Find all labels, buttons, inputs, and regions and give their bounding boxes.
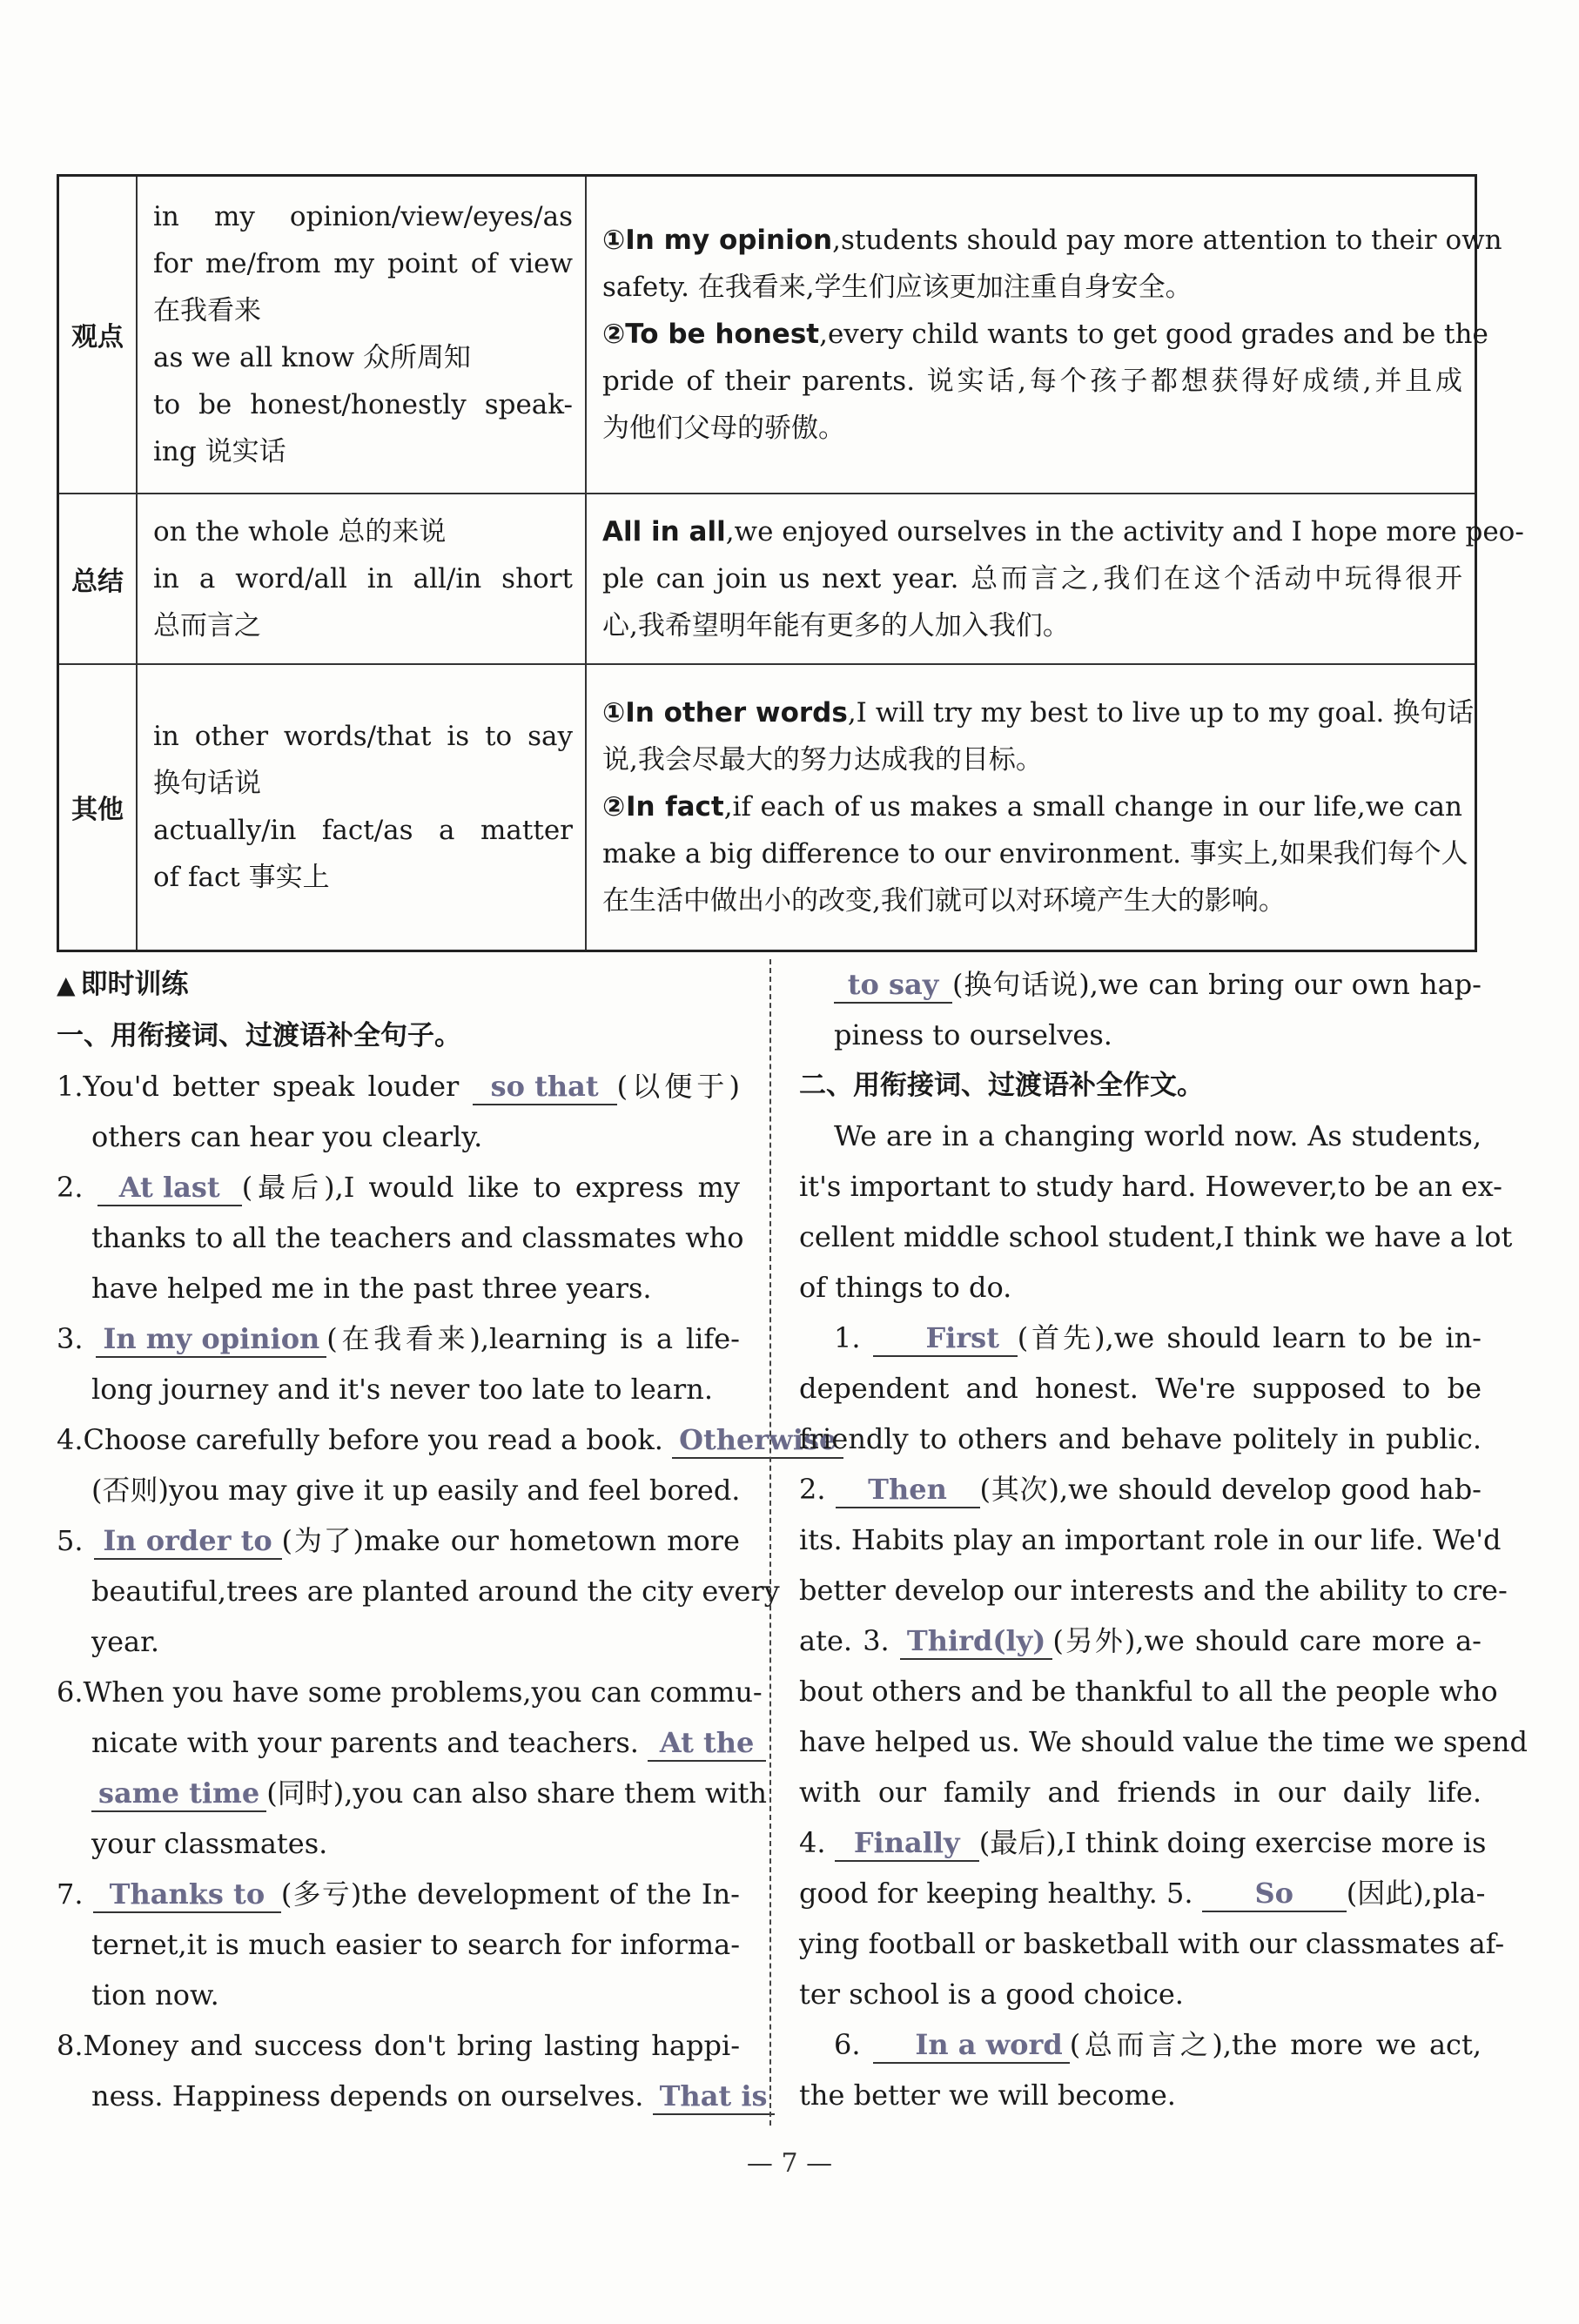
question-3: 3. In my opinion (在我看来),learning is a life- [57,1313,740,1364]
phrase-line: 总而言之 [153,609,261,641]
example-line: ②To be honest,every child wants to get good grades and be the [602,319,1488,351]
essay-line: cellent middle school student,I think we have a lot [799,1220,1513,1253]
answer-blank: In a word [873,2027,1069,2064]
phrase-line: as we all know 众所周知 [153,342,471,374]
essay-line: have helped us. We should value the time we spend [799,1725,1528,1758]
part1-title: 一、用衔接词、过渡语补全句子。 [57,1020,461,1051]
answer-blank: Thanks to [93,1877,281,1913]
question-line: tion now. [91,1978,219,2012]
phrases-cell [137,664,586,951]
phrase-line: ing 说实话 [153,436,286,468]
example-line: pride of their parents. 说实话,每个孩子都想获得好成绩,并且成 [602,366,1462,398]
question-7: 7. Thanks to (多亏)the development of the In- [57,1869,740,1919]
essay-line: dependent and honest. We're supposed to be [799,1372,1482,1405]
question-line: year. [91,1625,160,1658]
phrase-line: in a word/all in all/in short [153,562,573,594]
question-line: to say (换句话说),we can bring our own hap- [799,959,1482,1010]
answer-blank: In order to [94,1523,282,1560]
phrase-line: for me/from my point of view [153,248,573,280]
answer-blank: That is [653,2079,775,2115]
example-line: 说,我会尽最大的努力达成我的目标。 [602,744,1043,776]
essay-line: 2. Then (其次),we should develop good hab- [799,1464,1482,1515]
question-2: 2. At last (最后),I would like to express my [57,1162,740,1212]
phrase-line: in other words/that is to say [153,721,573,753]
example-line: ①In other words,I will try my best to live up to my goal. 换句话 [602,697,1475,729]
left-column [57,959,837,2121]
column-divider [769,959,771,2126]
phrase-line: 在我看来 [153,295,261,327]
essay-line: the better we will become. [799,2079,1176,2112]
example-line: 在生活中做出小的改变,我们就可以对环境产生大的影响。 [602,885,1286,917]
essay-line: 1. First (首先),we should learn to be in- [799,1313,1482,1363]
essay-line: bout others and be thankful to all the people who [799,1675,1498,1708]
phrase-line: in my opinion/view/eyes/as [153,201,573,233]
essay-line: 6. In a word (总而言之),the more we act, [799,2019,1482,2070]
phrase-line: to be honest/honestly speak- [153,389,573,421]
example-line: ②In fact,if each of us makes a small change in our life,we can [602,791,1462,823]
answer-blank: At last [97,1170,242,1206]
question-line: (否则)you may give it up easily and feel bored. [91,1474,741,1507]
essay-line: good for keeping healthy. 5. So (因此),pla- [799,1868,1482,1918]
right-column [799,959,1528,2120]
phrase-table [57,174,1524,952]
category-cell: 其他 [58,664,138,951]
example-line: make a big difference to our environment. 事实上,如果我们每个人 [602,838,1468,870]
question-line: ness. Happiness depends on ourselves. That is [57,2071,740,2121]
answer-blank: same time [91,1776,266,1812]
question-line: your classmates. [91,1827,328,1860]
essay-line: ate. 3. Third(ly) (另外),we should care more a- [799,1615,1482,1666]
essay-line: We are in a changing world now. As students, [834,1119,1482,1152]
essay-line: better develop our interests and the ability to cre- [799,1574,1508,1607]
practice-title: ▲ 即时训练 [57,959,740,1011]
answer-blank: In my opinion [96,1321,326,1358]
phrase-line: on the whole 总的来说 [153,515,447,547]
answer-blank: Then [836,1472,980,1508]
answer-blank: At the [648,1725,766,1762]
example-line: 心,我希望明年能有更多的人加入我们。 [602,609,1070,641]
question-line: beautiful,trees are planted around the city every [91,1575,780,1608]
question-line: nicate with your parents and teachers. At the [57,1717,740,1768]
essay-line: of things to do. [799,1271,1012,1304]
triangle-icon: ▲ [57,971,76,999]
examples-cell [586,664,1476,951]
essay-line: with our family and friends in our daily life. [799,1776,1482,1809]
example-line: ple can join us next year. 总而言之,我们在这个活动中玩得很开 [602,562,1462,594]
question-1: 1.You'd better speak louder so that (以便于) [57,1061,740,1112]
table-row [58,494,1476,664]
question-line: long journey and it's never too late to learn. [91,1373,713,1406]
example-line: All in all,we enjoyed ourselves in the activity and I hope more peo- [602,515,1524,547]
essay-line: 4. Finally (最后),I think doing exercise more is [799,1817,1482,1868]
examples-cell [586,176,1502,494]
example-line: 为他们父母的骄傲。 [602,413,845,445]
question-line: piness to ourselves. [834,1018,1112,1051]
example-line: safety. 在我看来,学生们应该更加注重自身安全。 [602,272,1193,304]
table-row [58,664,1476,951]
page-number: — 7 — [746,2148,833,2179]
question-8: 8.Money and success don't bring lasting happi- [57,2029,740,2062]
phrases-cell [137,176,586,494]
question-line: have helped me in the past three years. [91,1272,652,1305]
answer-blank: So [1202,1876,1347,1912]
answer-blank: to say [834,967,952,1004]
question-4: 4.Choose carefully before you read a book. Otherwise [57,1414,740,1465]
answer-blank: Third(ly) [900,1623,1053,1660]
example-line: ①In my opinion,students should pay more attention to their own [602,225,1502,257]
question-line: thanks to all the teachers and classmates who [91,1221,744,1254]
question-line: ternet,it is much easier to search for informa- [91,1928,740,1961]
phrase-line: actually/in fact/as a matter [153,815,573,847]
part2-title: 二、用衔接词、过渡语补全作文。 [799,1070,1204,1101]
answer-blank: Finally [835,1825,979,1862]
question-5: 5. In order to (为了)make our hometown more [57,1515,740,1566]
answer-blank: so that [473,1069,617,1105]
category-cell: 总结 [58,494,138,664]
phrases-cell [137,494,586,664]
phrase-line: 换句话说 [153,768,261,800]
essay-line: friendly to others and behave politely in public. [799,1422,1482,1455]
phrase-line: of fact 事实上 [153,862,330,894]
essay-line: ying football or basketball with our classmates af- [799,1927,1505,1960]
answer-blank: First [873,1320,1018,1357]
essay-line: ter school is a good choice. [799,1978,1184,2011]
category-cell: 观点 [58,176,138,494]
essay-line: its. Habits play an important role in our life. We'd [799,1523,1502,1556]
question-line: others can hear you clearly. [91,1120,483,1153]
answer-blank: Otherwise [672,1422,843,1459]
essay-line: it's important to study hard. However,to be an ex- [799,1170,1502,1203]
examples-cell [586,494,1524,664]
question-line: same time (同时),you can also share them with [57,1768,740,1818]
question-6: 6.When you have some problems,you can commu- [57,1676,763,1709]
table-row [58,176,1476,494]
